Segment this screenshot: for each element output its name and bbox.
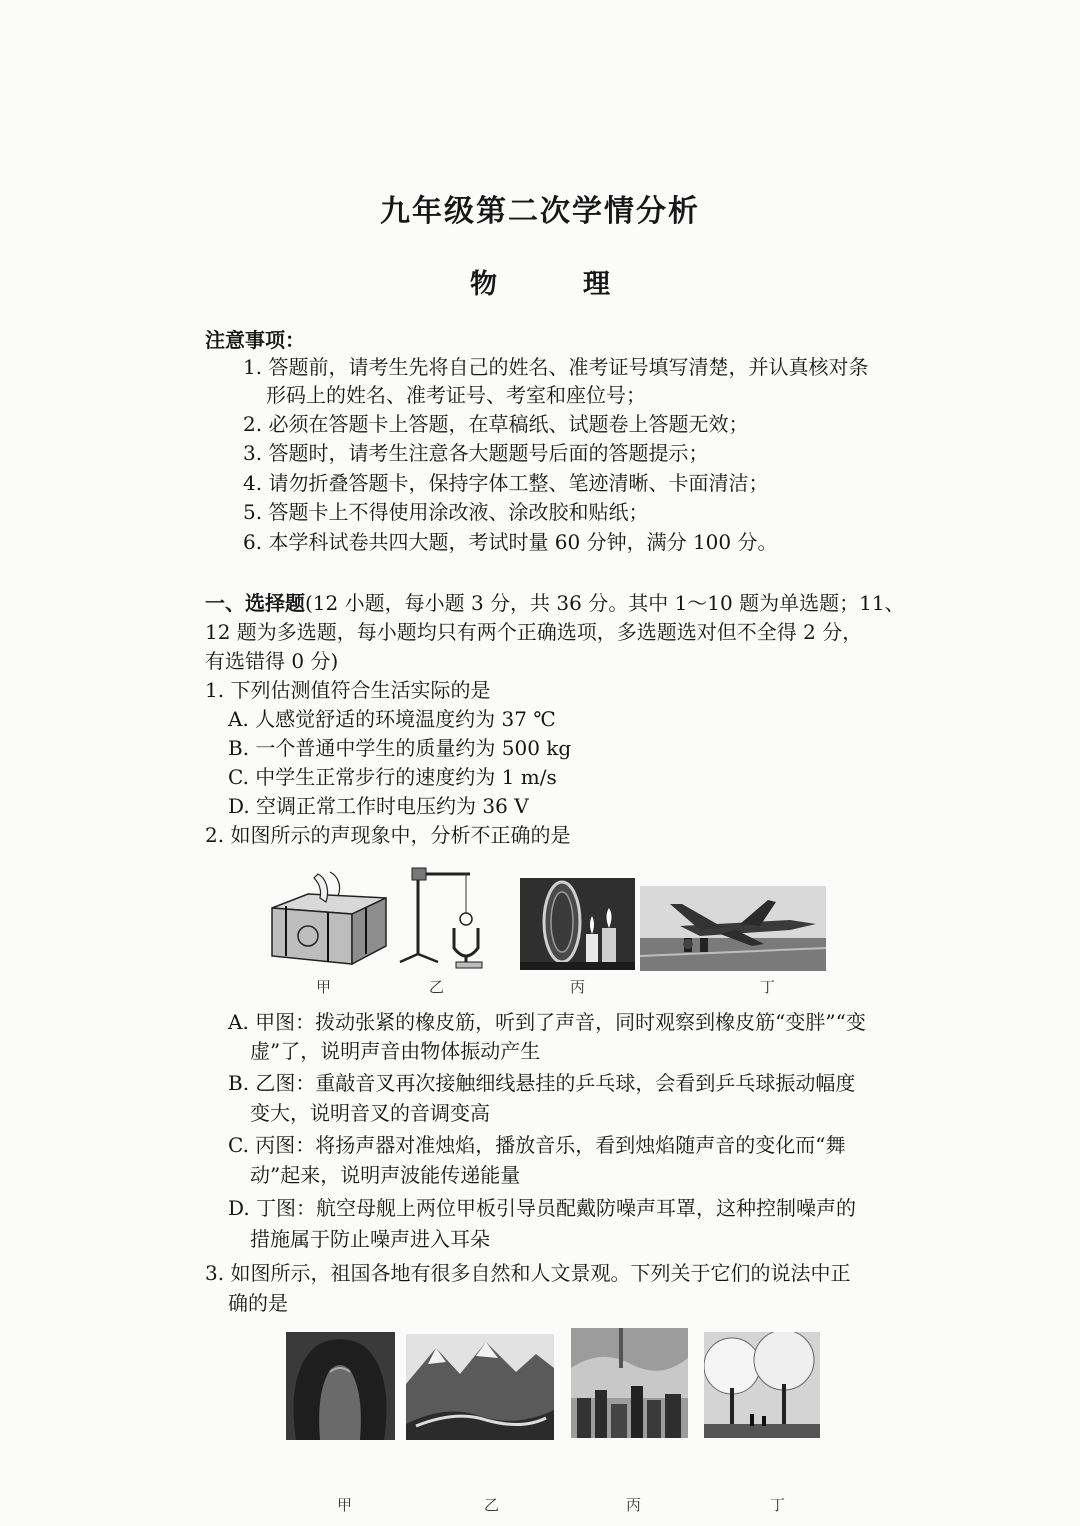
- notes-line: 形码上的姓名、准考证号、考室和座位号；: [266, 383, 646, 407]
- question-1-option: A. 人感觉舒适的环境温度约为 37 ℃: [228, 707, 556, 731]
- notes-line: 5. 答题卡上不得使用涂改液、涂改胶和贴纸；: [243, 500, 649, 524]
- figure-caption: 丙: [570, 978, 586, 996]
- figure-caption: 乙: [484, 1496, 500, 1514]
- question-2-stem: 2. 如图所示的声现象中，分析不正确的是: [205, 823, 571, 847]
- exam-title: 九年级第二次学情分析: [380, 194, 700, 229]
- question-2-option: 变大，说明音叉的音调变高: [250, 1101, 490, 1125]
- question-2-option: D. 丁图：航空母舰上两位甲板引导员配戴防噪声耳罩，这种控制噪声的: [228, 1196, 857, 1220]
- figure-caption: 丙: [626, 1496, 642, 1514]
- subject-char: 理: [583, 269, 610, 300]
- notes-line: 6. 本学科试卷共四大题，考试时量 60 分钟，满分 100 分。: [243, 530, 778, 554]
- figure-jia-rubber-band-box: [268, 868, 390, 972]
- notes-line: 2. 必须在答题卡上答题，在草稿纸、试题卷上答题无效；: [243, 412, 749, 436]
- question-1-option: B. 一个普通中学生的质量约为 500 kg: [228, 736, 572, 760]
- notes-line: 3. 答题时，请考生注意各大题题号后面的答题提示；: [243, 441, 709, 465]
- section-intro-text: (12 小题，每小题 3 分，共 36 分。其中 1～10 题为单选题；11、: [305, 591, 905, 615]
- section-title: 一、选择题: [205, 591, 305, 615]
- question-2-option: C. 丙图：将扬声器对准烛焰，播放音乐，看到烛焰随声音的变化而“舞: [228, 1133, 846, 1157]
- figure-jia-landscape: [286, 1332, 395, 1440]
- question-2-option: B. 乙图：重敲音叉再次接触细线悬挂的乒乓球，会看到乒乓球振动幅度: [228, 1071, 856, 1095]
- section-intro-text: 12 题为多选题，每小题均只有两个正确选项，多选题选对但不全得 2 分，: [205, 620, 863, 644]
- section-intro: [205, 588, 905, 618]
- question-2-option: 动”起来，说明声波能传递能量: [250, 1163, 521, 1187]
- notes-line: 4. 请勿折叠答题卡，保持字体工整、笔迹清晰、卡面清洁；: [243, 471, 769, 495]
- question-2-option: A. 甲图：拨动张紧的橡皮筋，听到了声音，同时观察到橡皮筋“变胖”“变: [228, 1010, 866, 1034]
- notes-line: 1. 答题前，请考生先将自己的姓名、准考证号填写清楚，并认真核对条: [243, 355, 869, 379]
- question-1-option: D. 空调正常工作时电压约为 36 V: [228, 794, 529, 818]
- figure-caption: 丁: [770, 1496, 786, 1514]
- figure-yi-tuning-fork: [392, 862, 500, 972]
- figure-caption: 丁: [760, 978, 776, 996]
- question-2-option: 虚”了，说明声音由物体振动产生: [250, 1039, 541, 1063]
- subject-char: 物: [470, 269, 497, 300]
- figure-caption: 甲: [316, 978, 332, 996]
- figure-yi-landscape: [406, 1334, 554, 1440]
- figure-caption: 甲: [337, 1496, 353, 1514]
- question-1-option: C. 中学生正常步行的速度约为 1 m/s: [228, 765, 557, 789]
- figure-bing-city-fog: [571, 1328, 688, 1438]
- subject-title: [470, 262, 610, 301]
- figure-ding-carrier-jet: [640, 886, 826, 971]
- question-3-stem: 确的是: [228, 1291, 288, 1315]
- question-3-stem: 3. 如图所示，祖国各地有很多自然和人文景观。下列关于它们的说法中正: [205, 1261, 851, 1285]
- figure-caption: 乙: [429, 978, 445, 996]
- figure-bing-speaker-candles: [520, 878, 635, 970]
- notes-heading: 注意事项：: [205, 328, 305, 352]
- section-intro-text: 有选错得 0 分): [205, 649, 339, 673]
- figure-ding-frost-trees: [704, 1332, 820, 1438]
- question-2-option: 措施属于防止噪声进入耳朵: [250, 1227, 490, 1251]
- question-1-stem: 1. 下列估测值符合生活实际的是: [205, 678, 491, 702]
